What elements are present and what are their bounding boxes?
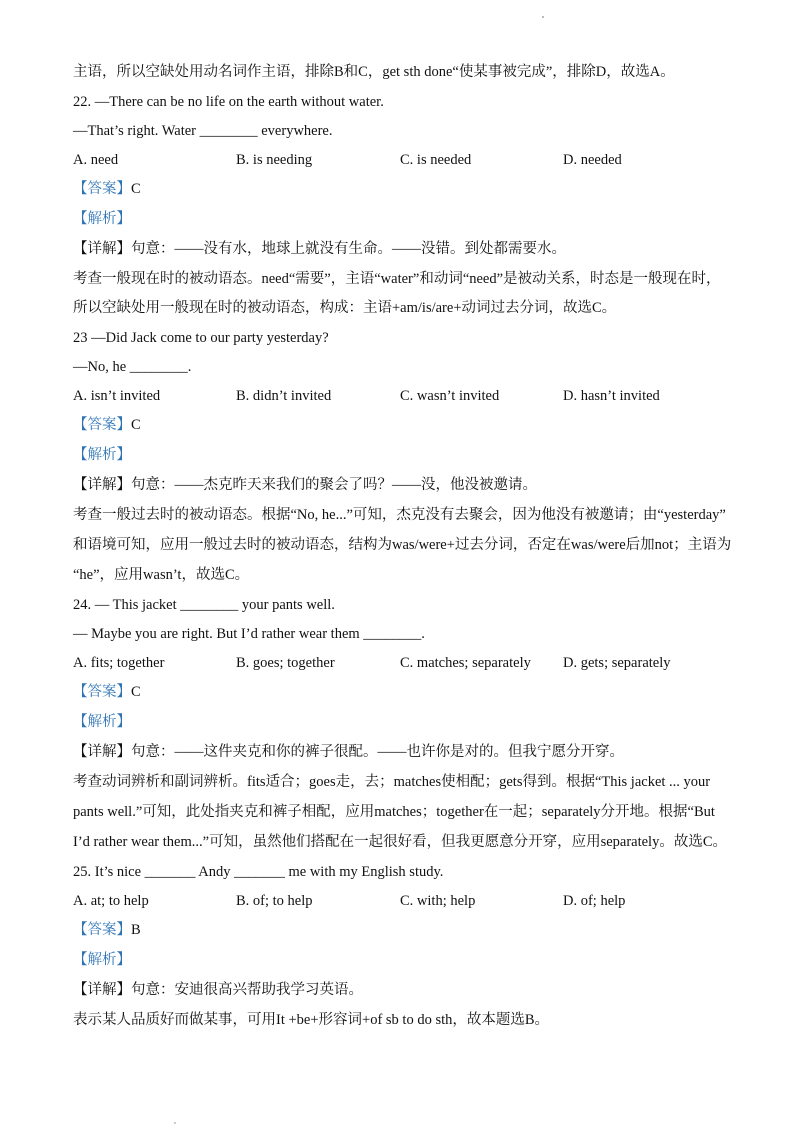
q24-stem-1: 24. — This jacket ________ your pants well. bbox=[73, 597, 335, 613]
scan-dot bbox=[542, 16, 544, 18]
answer-tag: 【答案】 bbox=[73, 922, 131, 938]
detail-text: 句意：安迪很高兴帮助我学习英语。 bbox=[131, 982, 363, 998]
detail-tag: 【详解】 bbox=[73, 982, 131, 998]
q24-answer bbox=[73, 682, 141, 702]
scan-dot bbox=[174, 1122, 176, 1124]
q23-detail-2: 考查一般过去时的被动语态。根据“No, he...”可知，杰克没有去聚会，因为他没有被邀请；由“yesterday” bbox=[73, 507, 726, 523]
q23-option-a: A. isn’t invited bbox=[73, 388, 161, 404]
q23-answer bbox=[73, 415, 141, 435]
answer-tag: 【答案】 bbox=[73, 684, 131, 700]
answer-value: C bbox=[131, 181, 141, 197]
q23-analysis-tag: 【解析】 bbox=[73, 447, 131, 463]
q23-option-c: C. wasn’t invited bbox=[400, 388, 500, 404]
q22-answer bbox=[73, 179, 141, 199]
q23-option-b: B. didn’t invited bbox=[236, 388, 332, 404]
q24-analysis-tag: 【解析】 bbox=[73, 714, 131, 730]
q22-detail-2: 考查一般现在时的被动语态。need“需要”，主语“water”和动词“need”是被动关系，时态是一般现在时， bbox=[73, 271, 721, 287]
detail-text: 句意：——没有水，地球上就没有生命。——没错。到处都需要水。 bbox=[131, 241, 566, 257]
q22-option-a: A. need bbox=[73, 152, 119, 168]
intro-text: 主语，所以空缺处用动名词作主语，排除B和C，get sth done“使某事被完成”，排除D，故选A。 bbox=[73, 64, 675, 80]
q24-detail-2: 考查动词辨析和副词辨析。fits适合；goes走，去；matches使相配；gets得到。根据“This jacket ... your bbox=[73, 774, 711, 790]
q22-option-d: D. needed bbox=[563, 152, 622, 168]
q23-detail-4: “he”，应用wasn’t，故选C。 bbox=[73, 567, 250, 583]
q25-option-c: C. with; help bbox=[400, 893, 476, 909]
q24-detail-1 bbox=[73, 742, 624, 762]
q25-detail-2: 表示某人品质好而做某事，可用It +be+形容词+of sb to do sth，故本题选B。 bbox=[73, 1012, 550, 1028]
q23-detail-1 bbox=[73, 475, 537, 495]
q25-stem-1: 25. It’s nice _______ Andy _______ me with my English study. bbox=[73, 864, 444, 880]
q24-option-c: C. matches; separately bbox=[400, 655, 531, 671]
q22-detail-1 bbox=[73, 239, 566, 259]
detail-tag: 【详解】 bbox=[73, 744, 131, 760]
detail-tag: 【详解】 bbox=[73, 241, 131, 257]
q22-option-c: C. is needed bbox=[400, 152, 472, 168]
q25-option-b: B. of; to help bbox=[236, 893, 313, 909]
q23-detail-3: 和语境可知，应用一般过去时的被动语态，结构为was/were+过去分词，否定在was/were后加not；主语为 bbox=[73, 537, 732, 553]
q22-stem-2: —That’s right. Water ________ everywhere. bbox=[73, 123, 333, 139]
q22-stem-1: 22. —There can be no life on the earth without water. bbox=[73, 94, 384, 110]
answer-value: C bbox=[131, 684, 141, 700]
detail-text: 句意：——这件夹克和你的裤子很配。——也许你是对的。但我宁愿分开穿。 bbox=[131, 744, 624, 760]
q23-stem-1: 23 —Did Jack come to our party yesterday? bbox=[73, 330, 329, 346]
q24-detail-3: pants well.”可知，此处指夹克和裤子相配，应用matches；together在一起；separately分开地。根据“But bbox=[73, 804, 715, 820]
answer-value: C bbox=[131, 417, 141, 433]
q22-option-b: B. is needing bbox=[236, 152, 313, 168]
detail-text: 句意：——杰克昨天来我们的聚会了吗？——没，他没被邀请。 bbox=[131, 477, 537, 493]
detail-tag: 【详解】 bbox=[73, 477, 131, 493]
q24-option-b: B. goes; together bbox=[236, 655, 335, 671]
q25-detail-1 bbox=[73, 980, 363, 1000]
q25-option-a: A. at; to help bbox=[73, 893, 149, 909]
q25-option-d: D. of; help bbox=[563, 893, 626, 909]
q23-option-d: D. hasn’t invited bbox=[563, 388, 660, 404]
q24-detail-4: I’d rather wear them...”可知，虽然他们搭配在一起很好看，但我更愿意分开穿，应用separately。故选C。 bbox=[73, 834, 728, 850]
q24-option-a: A. fits; together bbox=[73, 655, 165, 671]
answer-value: B bbox=[131, 922, 141, 938]
q24-option-d: D. gets; separately bbox=[563, 655, 671, 671]
q25-analysis-tag: 【解析】 bbox=[73, 952, 131, 968]
q24-stem-2: — Maybe you are right. But I’d rather wear them ________. bbox=[73, 626, 425, 642]
answer-tag: 【答案】 bbox=[73, 181, 131, 197]
q25-answer bbox=[73, 920, 141, 940]
q23-stem-2: —No, he ________. bbox=[73, 359, 192, 375]
answer-tag: 【答案】 bbox=[73, 417, 131, 433]
q22-detail-3: 所以空缺处用一般现在时的被动语态，构成：主语+am/is/are+动词过去分词，故选C。 bbox=[73, 300, 617, 316]
q22-analysis-tag: 【解析】 bbox=[73, 211, 131, 227]
